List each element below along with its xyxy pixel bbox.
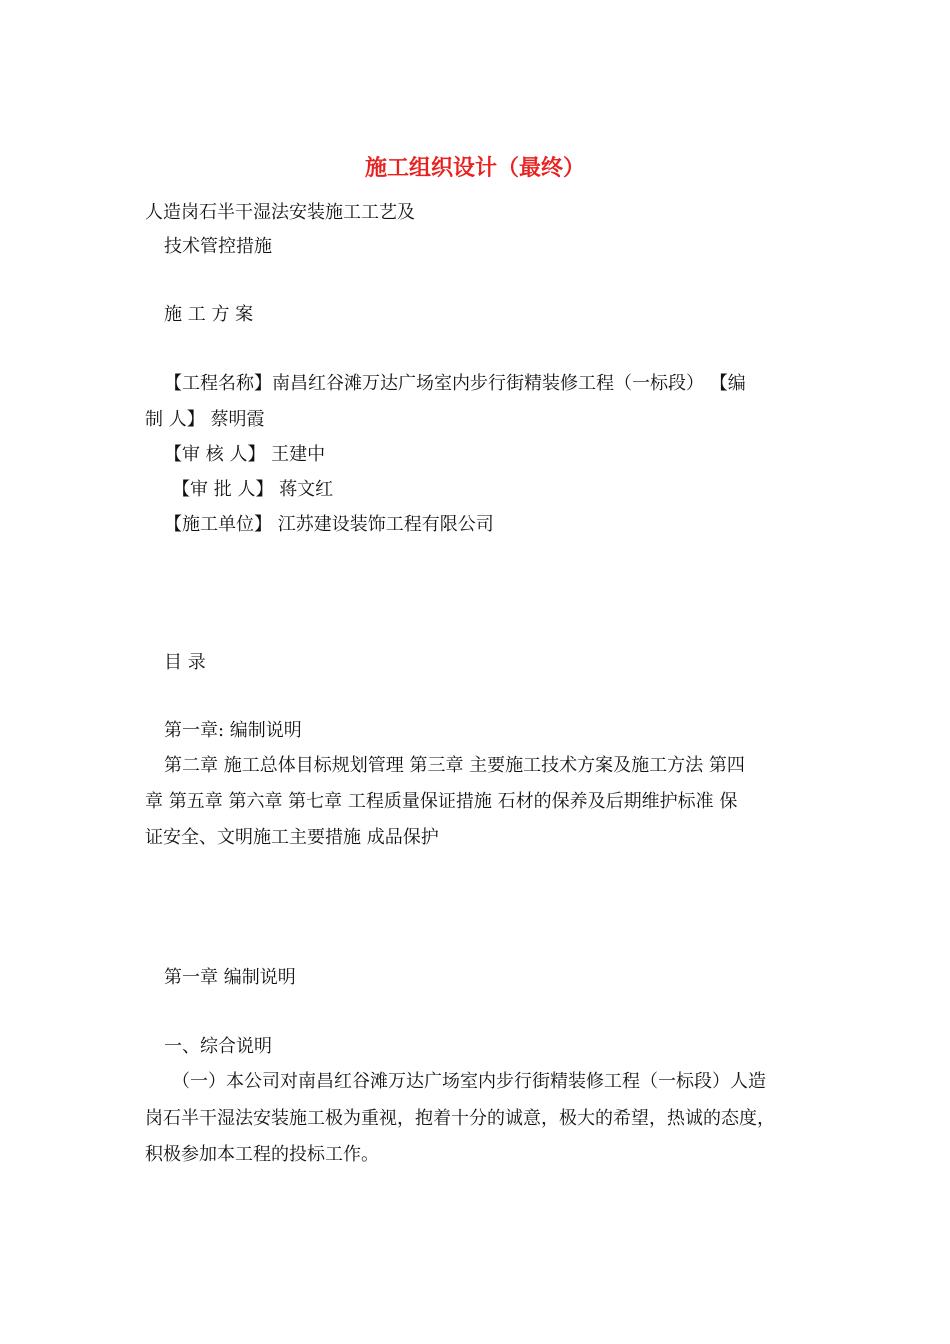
toc-title: 目 录 bbox=[164, 652, 206, 673]
toc-line-2: 第二章 施工总体目标规划管理 第三章 主要施工技术方案及施工方法 第四 bbox=[164, 755, 745, 776]
toc-line-1: 第一章: 编制说明 bbox=[164, 720, 302, 741]
approver-line: 【审 批 人】 蒋文红 bbox=[172, 479, 334, 500]
document-title: 施工组织设计（最终） bbox=[364, 155, 585, 181]
scheme-label: 施 工 方 案 bbox=[164, 304, 254, 325]
contractor-line: 【施工单位】 江苏建设装饰工程有限公司 bbox=[164, 514, 494, 535]
paragraph-1-line-3: 积极参加本工程的投标工作。 bbox=[145, 1144, 379, 1165]
paragraph-1-line-1: （一）本公司对南昌红谷滩万达广场室内步行街精装修工程（一标段）人造 bbox=[172, 1071, 766, 1092]
chapter-1-heading: 第一章 编制说明 bbox=[164, 967, 296, 988]
project-name-line-1: 【工程名称】南昌红谷滩万达广场室内步行街精装修工程（一标段） 【编 bbox=[164, 373, 746, 394]
subtitle-line-1: 人造岗石半干湿法安装施工工艺及 bbox=[145, 202, 415, 223]
reviewer-line: 【审 核 人】 王建中 bbox=[164, 444, 326, 465]
subtitle-line-2: 技术管控措施 bbox=[164, 236, 272, 257]
paragraph-1-line-2: 岗石半干湿法安装施工极为重视，抱着十分的诚意，极大的希望，热诚的态度， bbox=[145, 1108, 775, 1129]
section-1-heading: 一、综合说明 bbox=[164, 1036, 272, 1057]
toc-line-3: 章 第五章 第六章 第七章 工程质量保证措施 石材的保养及后期维护标准 保 bbox=[145, 791, 738, 812]
toc-line-4: 证安全、文明施工主要措施 成品保护 bbox=[145, 827, 439, 848]
project-name-line-2: 制 人】 蔡明霞 bbox=[145, 409, 265, 430]
